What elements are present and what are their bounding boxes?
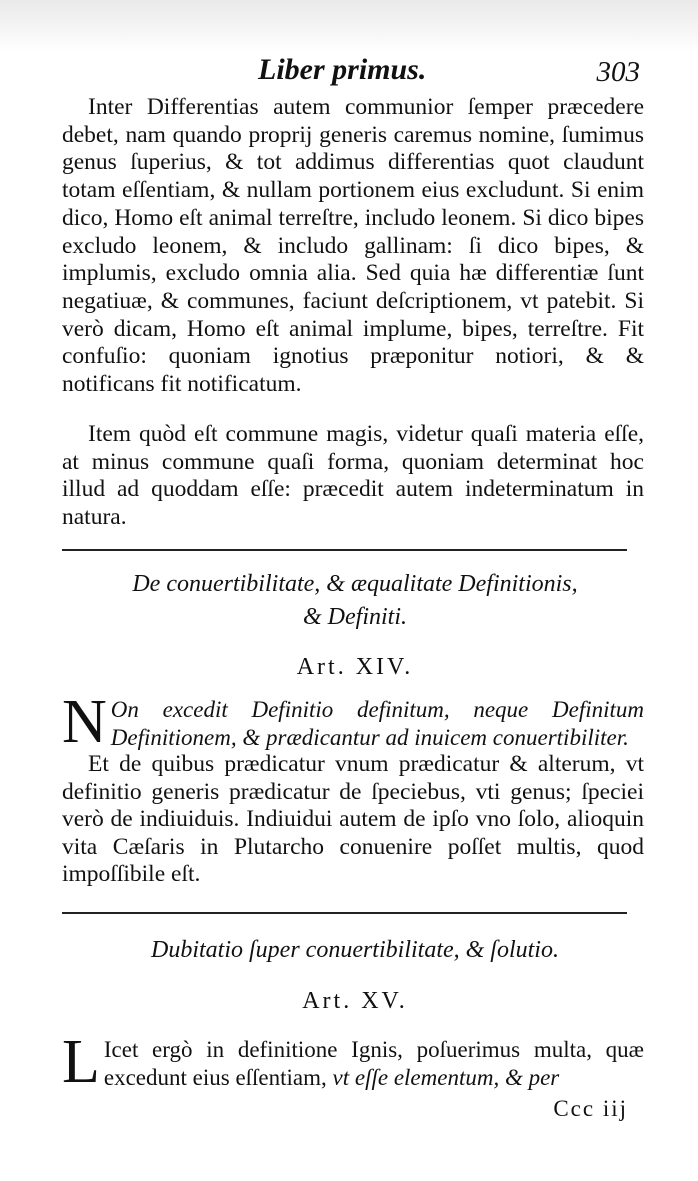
page-number: 303 <box>596 56 640 88</box>
article-statement: On excedit Definitio definitum, neque Definitum Definitionem, & prædicantur ad inuicem conuertibiliter. <box>110 697 644 750</box>
dropcap-initial: N <box>62 688 107 756</box>
dropcap-initial: L <box>62 1028 100 1096</box>
section-divider <box>62 912 627 914</box>
section-heading-dubitatio: Dubitatio ſuper conuertibilitate, & ſolutio. <box>151 937 559 963</box>
article-text <box>62 1028 644 1096</box>
section-heading-conuertibilitate <box>60 568 650 634</box>
article-text-roman: Icet ergò in definitione Ignis, poſuerimus multa, quæ excedunt eius eſſentiam, <box>103 1037 644 1090</box>
heading-line-1: De conuertibilitate, & æqualitate Definitionis, <box>132 571 578 597</box>
article-number-xv: Art. XV. <box>302 988 408 1014</box>
running-header: Liber primus. <box>258 53 427 86</box>
article-number-xiv: Art. XIV. <box>296 654 414 680</box>
article-xv-body <box>62 1028 644 1096</box>
signature-mark: Ccc iij <box>553 1096 628 1121</box>
section-divider <box>62 549 627 551</box>
article-text-italic: vt eſſe elementum, & per <box>332 1064 560 1090</box>
paragraph-text: Item quòd eſt commune magis, videtur quaſi materia eſſe, at minus commune quaſi forma, quoniam determinat hoc illud ad quoddam eſſe: præcedit autem indeterminatum in natura. <box>62 421 644 531</box>
heading-line-2: & Definiti. <box>303 604 407 630</box>
paragraph-differentiae <box>62 94 644 399</box>
paragraph-commune <box>62 421 644 532</box>
article-xiv-body <box>62 688 644 889</box>
paragraph-text: Inter Differentias autem communior ſemper præcedere debet, nam quando proprij generis caremus nomine, ſumimus genus ſuperius, & tot addimus differentias quot claudunt totam eſſentiam, & nullam portionem eius excludunt. Si enim dico, Homo eſt animal terreſtre, includo leonem. Si dico bipes excludo leonem, & includo gallinam: ſi dico bipes, & implumis, excludo omnia alia. Sed quia hæ differentiæ ſunt negatiuæ, & communes, faciunt deſcriptionem, vt patebit. Si verò dicam, Homo eſt animal implume, bipes, terreſtre. Fit confuſio: quoniam ignotius præponitur notiori, & & notificans fit notificatum. <box>62 94 644 398</box>
page-edge-shadow <box>0 0 698 52</box>
article-explanation: Et de quibus prædicatur vnum prædicatur & alterum, vt definitio generis prædicatur de ſpeciebus, vti genus; ſpeciei verò de indiuiduis. Indiuidui autem de ipſo vno ſolo, alioquin vita Cæſaris in Plutarcho conuenire poſſet multis, quod impoſſibile eſt. <box>62 751 644 887</box>
